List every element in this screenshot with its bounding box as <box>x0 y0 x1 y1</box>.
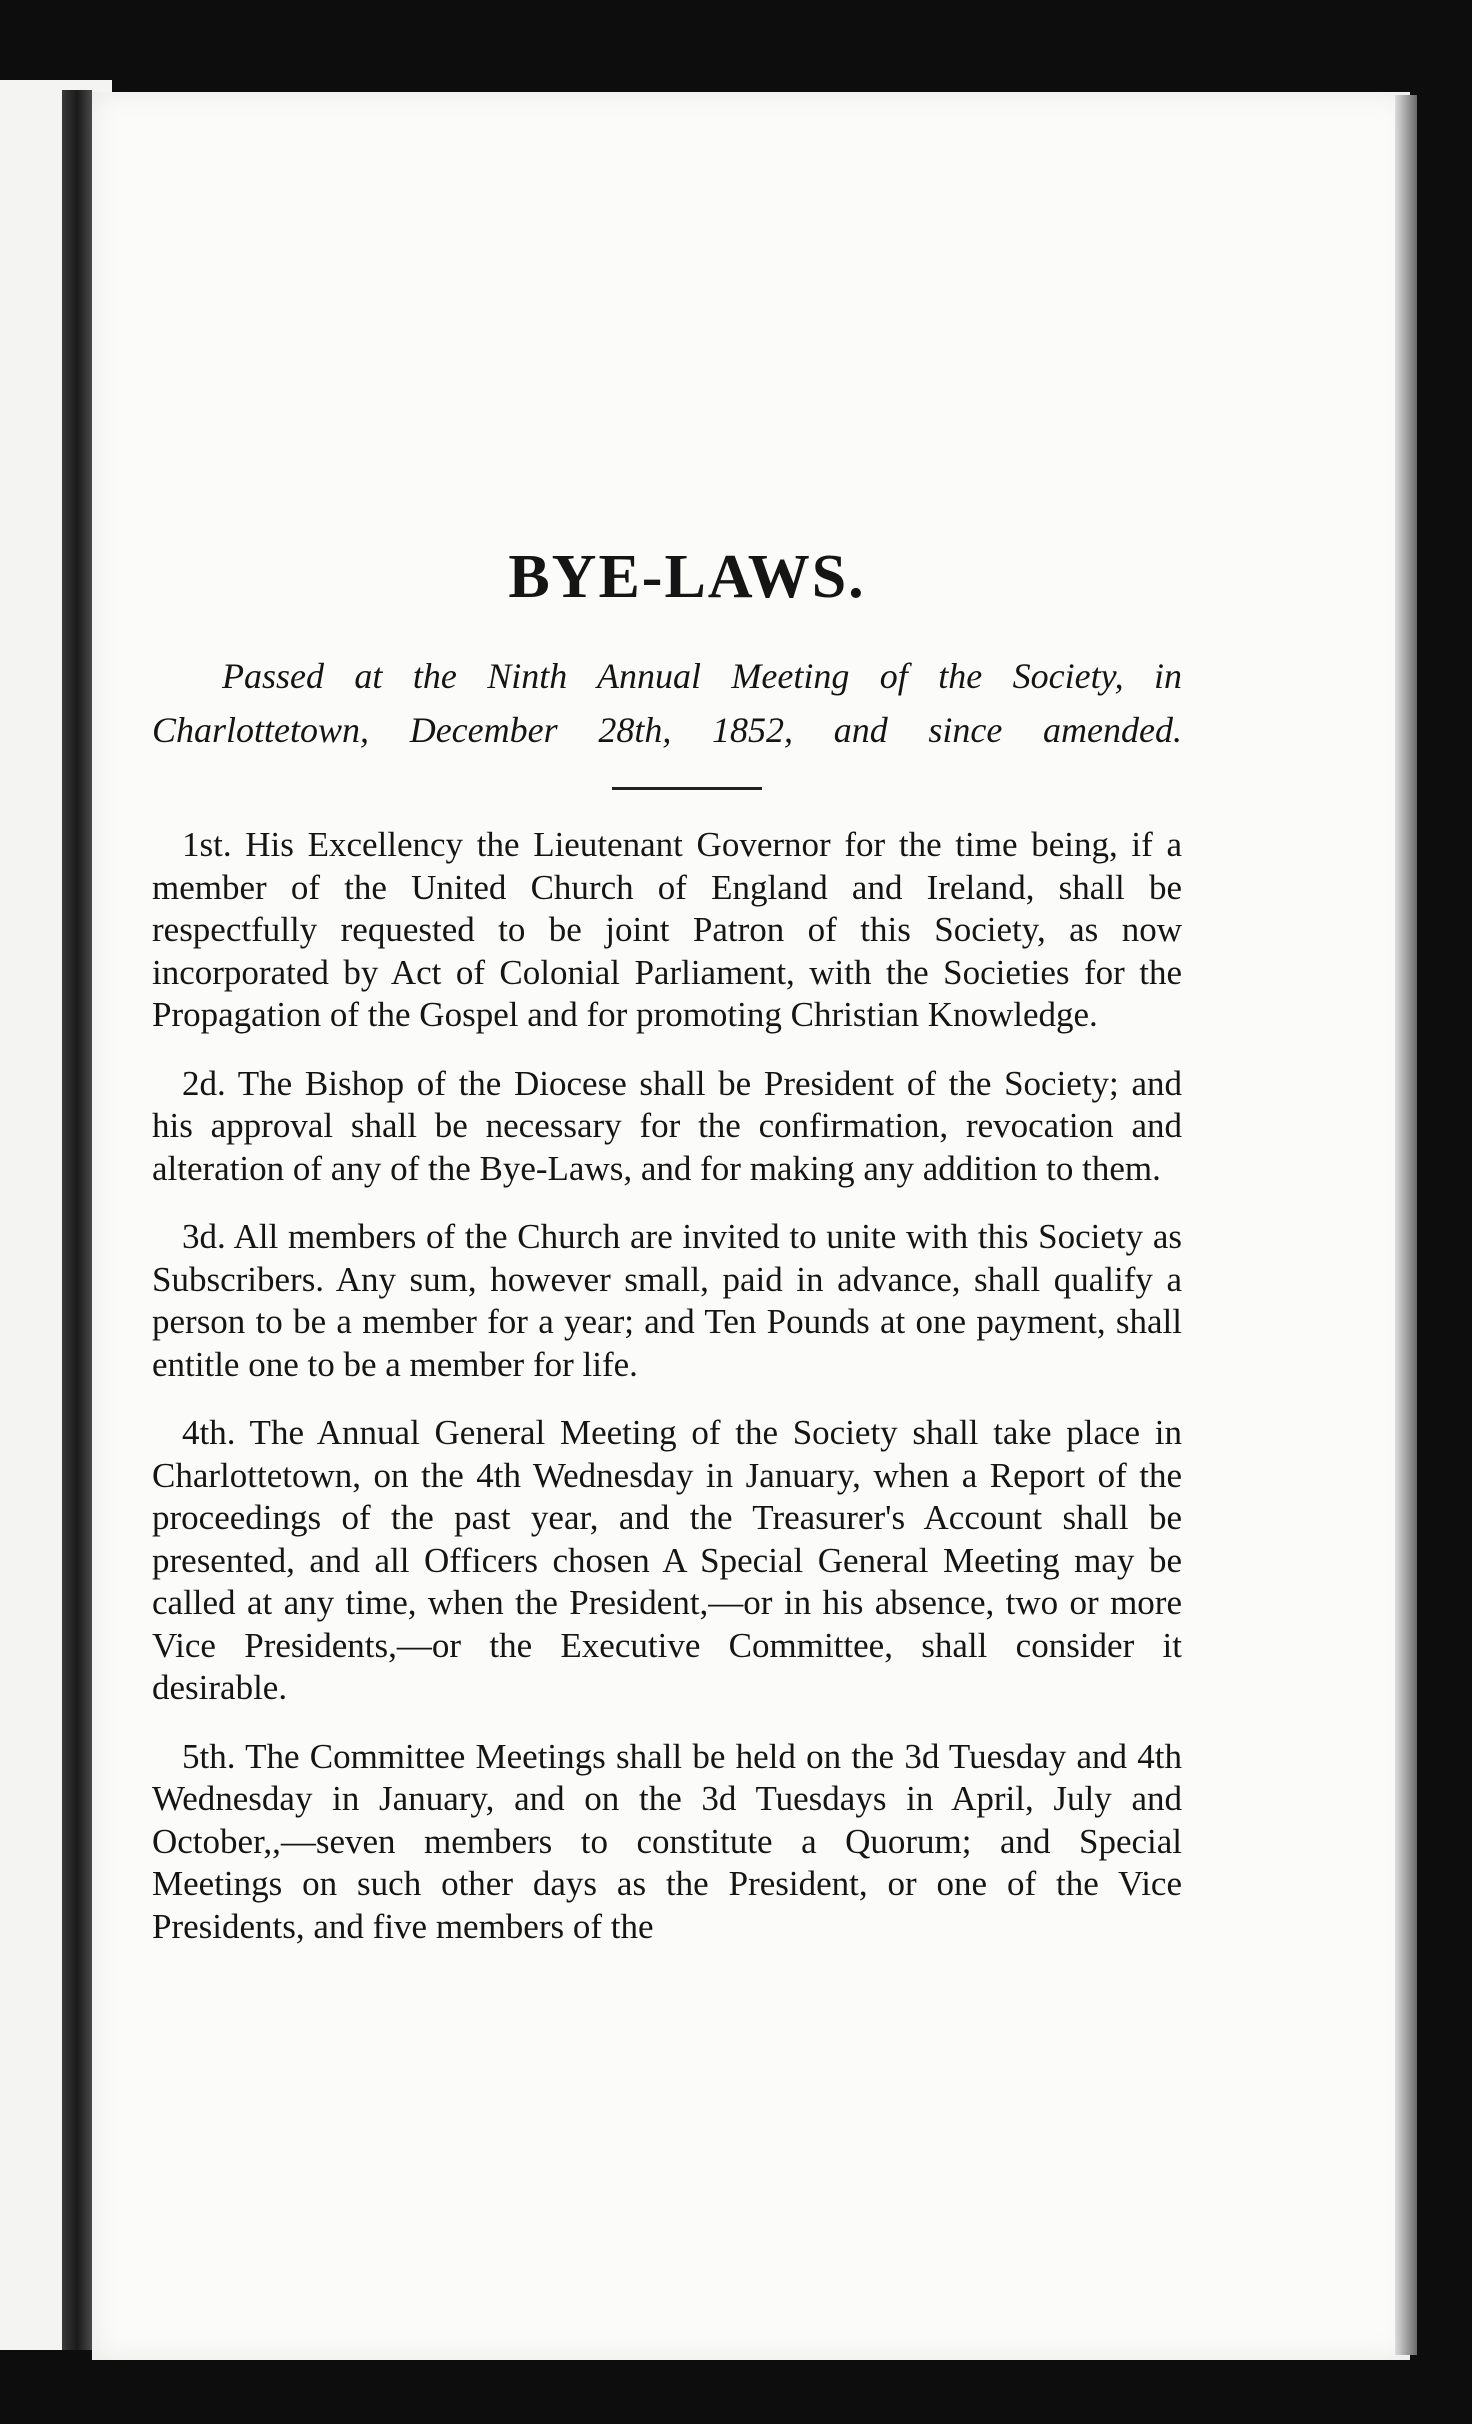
subtitle-line-2: Charlottetown, December 28th, 1852, and since amended. <box>152 710 1182 750</box>
bye-law-3: 3d. All members of the Church are invited to unite with this Society as Subscribers. Any sum, however small, paid in advance, shall qualify a person to be a member for a year; and Ten Pounds at one payment, shall entitle one to be a member for life. <box>152 1217 1182 1384</box>
bye-law-1: 1st. His Excellency the Lieutenant Governor for the time being, if a member of the United Church of England and Ireland, shall be respectfully requested to be joint Patron of this Society, as now incorporated by Act of Colonial Parliament, with the Societies for the Propagation of the Gospel and for promoting Christian Knowledge. <box>152 825 1182 1034</box>
book-spine <box>62 90 92 2350</box>
subtitle-line-1: Passed at the Ninth Annual Meeting of the Society, in <box>222 656 1182 696</box>
bye-law-5: 5th. The Committee Meetings shall be held on the 3d Tuesday and 4th Wednesday in January, and on the 3d Tuesdays in April, July and October,,—seven members to constitute a Quorum; and Special Meetings on such other days as the President, or one of the Vice Presidents, and five members of the <box>152 1736 1182 1946</box>
section-divider <box>612 787 762 790</box>
bye-law-2: 2d. The Bishop of the Diocese shall be President of the Society; and his approval shall be necessary for the confirmation, revocation and alteration of any of the Bye-Laws, and for making any addition to them. <box>152 1063 1182 1188</box>
page-content <box>152 542 1182 1974</box>
book-page <box>92 92 1410 2360</box>
page-edge-shadow <box>1395 95 1417 2355</box>
bye-law-4: 4th. The Annual General Meeting of the Society shall take place in Charlottetown, on the 4th Wednesday in January, when a Report of the proceedings of the past year, and the Treasurer's Account shall be presented, and all Officers chosen A Special General Meeting may be called at any time, when the President,—or in his absence, two or more Vice Presidents,—or the Executive Committee, shall consider it desirable. <box>152 1413 1182 1707</box>
page-title: BYE-LAWS. <box>508 543 866 611</box>
page-subtitle <box>152 649 1182 757</box>
